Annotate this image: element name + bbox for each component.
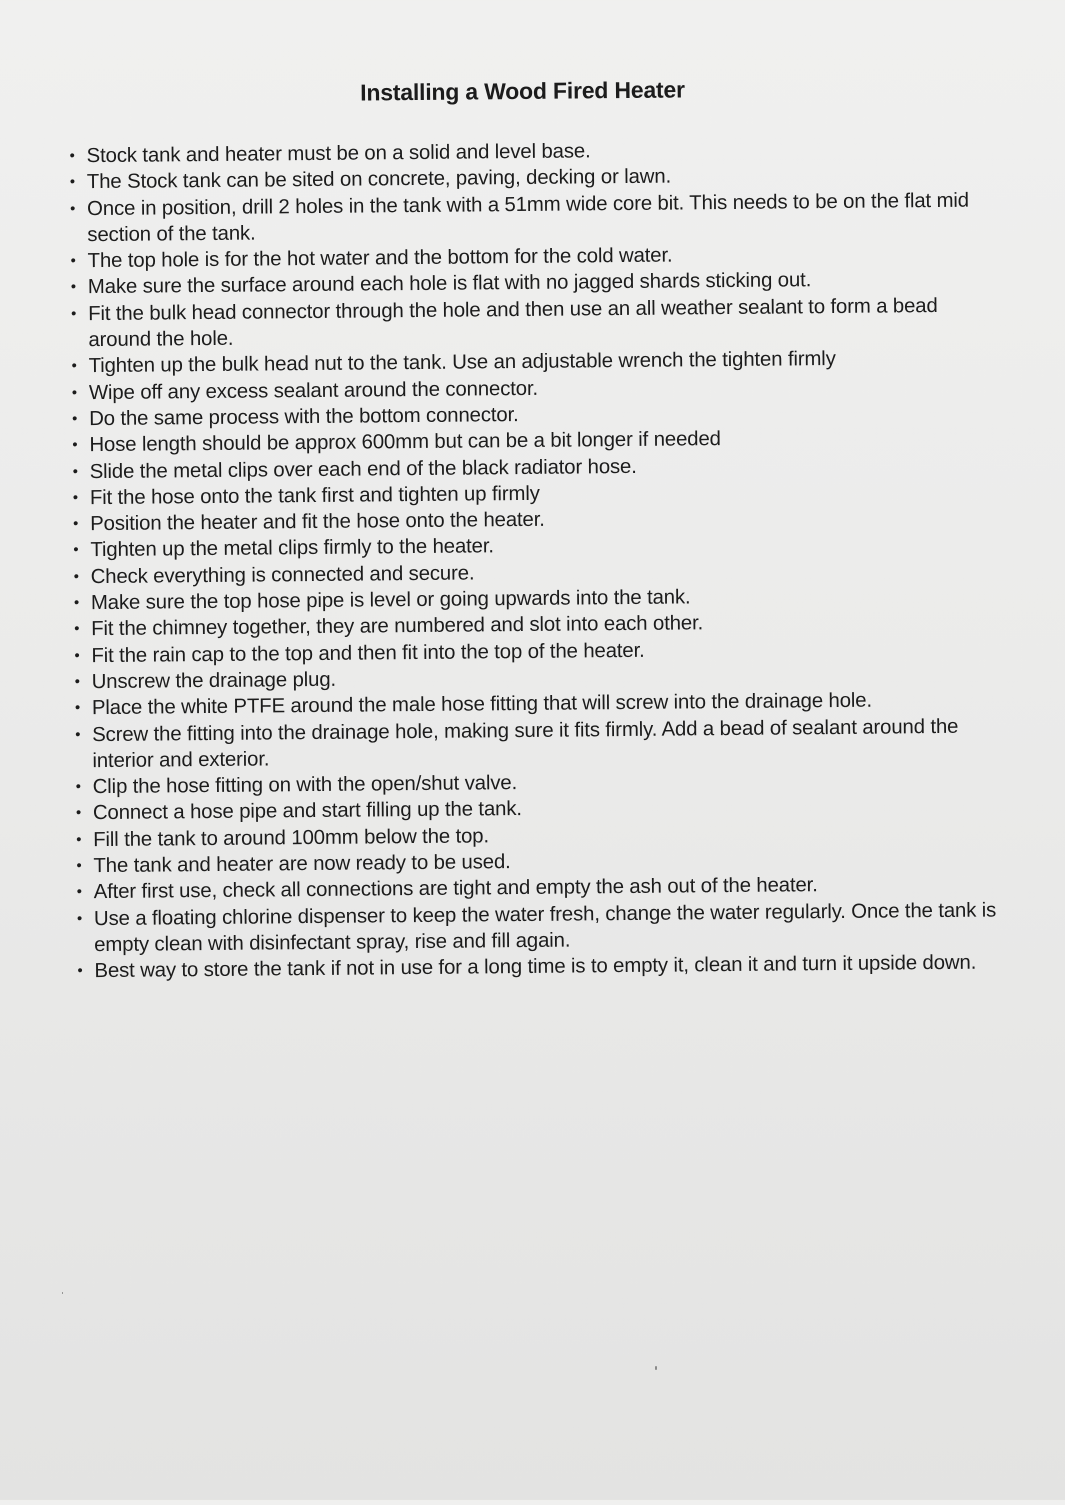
instruction-list <box>66 134 999 984</box>
bullet-icon: • <box>73 541 79 559</box>
step-text: Stock tank and heater must be on a solid and level base. <box>86 140 591 168</box>
paper-speck <box>62 1292 63 1294</box>
step-text: Place the white PTFE around the male hose fitting that will screw into the drainage hole. <box>91 689 873 720</box>
bullet-icon: • <box>77 962 83 980</box>
bullet-icon: • <box>70 278 77 296</box>
step-text: Use a floating chlorine dispenser to keep the water fresh, change the water regularly. Once the tank is empty clean with disinfectant spray, rise and fill again. <box>93 899 997 957</box>
bullet-icon: • <box>71 357 77 375</box>
step-text: Do the same process with the bottom connector. <box>89 403 519 431</box>
step-text: Hose length should be approx 600mm but can be a bit longer if needed <box>89 428 721 457</box>
bullet-icon: • <box>76 857 82 875</box>
step-text: After first use, check all connections are tight and empty the ash out of the heater. <box>93 874 818 904</box>
bullet-icon: • <box>75 804 82 822</box>
bullet-icon: • <box>76 830 82 849</box>
page-title: Installing a Wood Fired Heater <box>360 76 685 106</box>
step-text: Clip the hose fitting on with the open/shut valve. <box>92 772 518 799</box>
bullet-icon: • <box>73 515 79 533</box>
bullet-icon: • <box>73 568 79 586</box>
step-text: Fit the bulk head connector through the hole and then use an all weather sealant to form a bead around the hole. <box>88 294 938 352</box>
step-text: Wipe off any excess sealant around the connector. <box>88 377 539 404</box>
step-text: Position the heater and fit the hose onto the heater. <box>90 508 545 536</box>
bullet-icon: • <box>69 173 76 191</box>
step-text: Connect a hose pipe and start filling up the tank. <box>92 798 522 825</box>
bullet-icon: • <box>76 883 82 901</box>
step-text: Fit the hose onto the tank first and tighten up firmly <box>89 482 540 510</box>
bullet-icon: • <box>74 699 81 717</box>
step-text: The tank and heater are now ready to be used. <box>93 851 511 878</box>
bullet-icon: • <box>72 410 78 428</box>
bullet-icon: • <box>74 646 80 664</box>
bullet-icon: • <box>72 462 78 480</box>
bullet-icon: • <box>69 147 75 165</box>
bullet-icon: • <box>76 909 83 927</box>
step-text: The top hole is for the hot water and the bottom for the cold water. <box>87 244 673 273</box>
step-text: Screw the fitting into the drainage hole, making sure it fits firmly. Add a bead of sealant around the interior and exterior. <box>92 715 959 772</box>
step-text: Tighten up the metal clips firmly to the heater. <box>90 535 494 562</box>
bullet-icon: • <box>70 199 76 217</box>
bullet-icon: • <box>74 673 80 691</box>
list-item <box>67 187 992 248</box>
list-item <box>68 292 993 353</box>
step-text: The Stock tank can be sited on concrete, paving, decking or lawn. <box>86 165 672 194</box>
bullet-icon: • <box>74 620 80 638</box>
step-text: Fit the chimney together, they are numbered and slot into each other. <box>91 612 704 641</box>
step-text: Best way to store the tank if not in use for a long time is to empty it, clean it and turn it upside down. <box>94 951 977 983</box>
step-text: Make sure the top hose pipe is level or going upwards into the tank. <box>90 586 691 615</box>
bullet-icon: • <box>72 489 79 507</box>
step-text: Slide the metal clips over each end of the black radiator hose. <box>89 455 637 483</box>
list-item <box>72 713 997 774</box>
step-text: Once in position, drill 2 holes in the tank with a 51mm wide core bit. This needs to be on the flat mid section of the tank. <box>87 189 970 247</box>
list-item <box>74 897 999 958</box>
step-text: Make sure the surface around each hole is flat with no jagged shards sticking out. <box>87 269 812 299</box>
step-text: Fit the rain cap to the top and then fit into the top of the heater. <box>91 639 645 667</box>
step-text: Check everything is connected and secure. <box>90 562 475 588</box>
bullet-icon: • <box>71 383 78 401</box>
step-text: Fill the tank to around 100mm below the top. <box>93 825 490 851</box>
paper-speck <box>655 1366 657 1370</box>
bullet-icon: • <box>71 305 77 323</box>
bullet-icon: • <box>73 594 80 612</box>
bullet-icon: • <box>72 436 78 454</box>
bullet-icon: • <box>70 252 76 270</box>
step-text: Unscrew the drainage plug. <box>91 668 337 694</box>
bullet-icon: • <box>75 725 81 743</box>
step-text: Tighten up the bulk head nut to the tank. Use an adjustable wrench the tighten firmly <box>88 348 836 378</box>
bullet-icon: • <box>75 778 81 796</box>
